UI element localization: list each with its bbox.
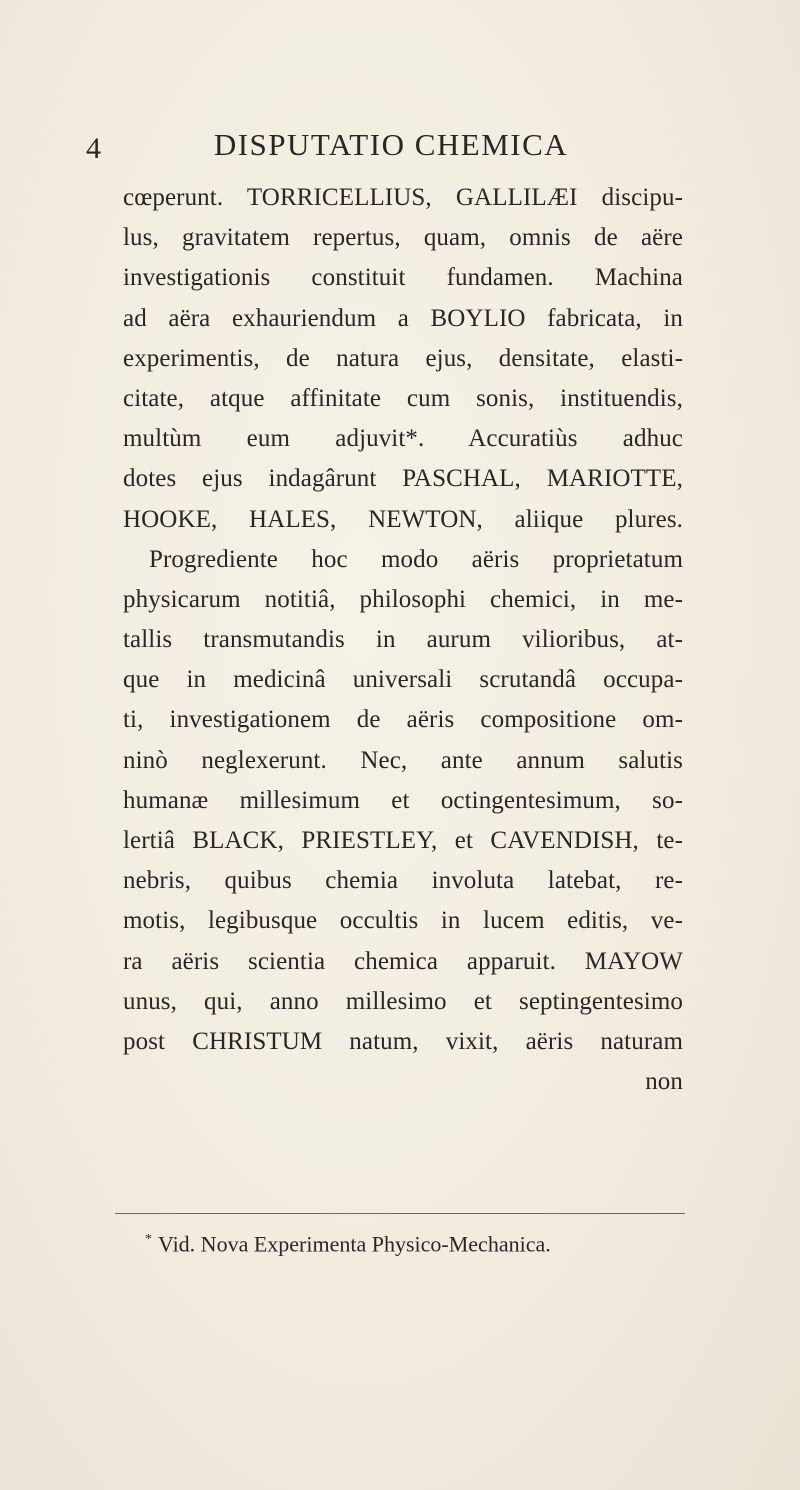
text-line-14: ti, investigationem de aëris compositione om- <box>123 706 683 734</box>
text-line-1: cœperunt. TORRICELLIUS, GALLILÆI discipu- <box>123 184 683 211</box>
text-line-12: tallis transmutandis in aurum vilioribus, at- <box>123 626 683 654</box>
text-line-4: ad aëra exhauriendum a BOYLIO fabricata, in <box>123 304 683 332</box>
text-line-21: unus, qui, anno millesimo et septingentesimo <box>123 987 683 1015</box>
text-line-22: post CHRISTUM natum, vixit, aëris naturam <box>123 1027 683 1055</box>
footnote-text: Vid. Nova Experimenta Physico-Mechanica. <box>158 1231 551 1257</box>
text-line-7: multùm eum adjuvit*. Accuratiùs adhuc <box>123 425 683 453</box>
text-line-15: ninò neglexerunt. Nec, ante annum salutis <box>123 746 683 774</box>
text-line-20: ra aëris scientia chemica apparuit. MAYOW <box>123 947 683 975</box>
text-line-5: experimentis, de natura ejus, densitate, elasti- <box>123 344 683 372</box>
text-line-8: dotes ejus indagârunt PASCHAL, MARIOTTE, <box>123 465 683 493</box>
text-line-11: physicarum notitiâ, philosophi chemici, in me- <box>123 585 683 613</box>
page-number: 4 <box>86 132 101 165</box>
catchword: non <box>645 1068 683 1096</box>
footnote-rule <box>115 1213 685 1214</box>
footnote-mark: * <box>145 1232 152 1247</box>
text-line-18: nebris, quibus chemia involuta latebat, re- <box>123 867 683 895</box>
text-line-16: humanæ millesimum et octingentesimum, so- <box>123 786 683 814</box>
body-text <box>123 178 683 1102</box>
text-line-17: lertiâ BLACK, PRIESTLEY, et CAVENDISH, te- <box>123 827 683 854</box>
text-line-3: investigationis constituit fundamen. Machina <box>123 264 683 292</box>
text-line-9: HOOKE, HALES, NEWTON, aliique plures. <box>123 505 683 533</box>
text-line-6: citate, atque affinitate cum sonis, instituendis, <box>123 384 683 412</box>
text-line-19: motis, legibusque occultis in lucem editis, ve- <box>123 907 683 935</box>
footnote <box>145 1225 705 1259</box>
page-header <box>86 128 686 168</box>
text-line-2: lus, gravitatem repertus, quam, omnis de aëre <box>123 224 683 252</box>
running-title: DISPUTATIO CHEMICA <box>213 127 569 162</box>
text-line-13: que in medicinâ universali scrutandâ occupa- <box>123 666 683 694</box>
text-line-10: Progrediente hoc modo aëris proprietatum <box>149 545 683 573</box>
